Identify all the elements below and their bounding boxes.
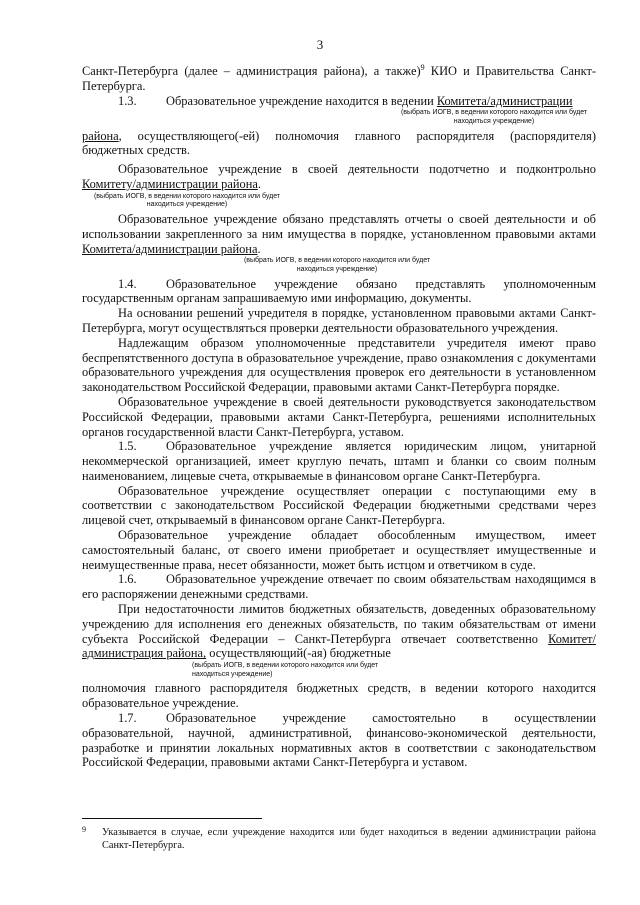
paragraph-property: Образовательное учреждение обладает обособленным имуществом, имеет самостоятельный баланс, от своего имени приобретает и осуществляет имущественные и неимущественные права, несет обязанности, может быть истцом и ответчиком в суде. (82, 528, 596, 572)
underlined-authority: Комитета/администрации (436, 93, 573, 108)
footnote-text: Указывается в случае, если учреждение находится или будет находиться в ведении администрации района Санкт-Петербурга. (102, 827, 596, 851)
footnote-reference[interactable]: 9 (420, 62, 425, 72)
paragraph-liability-cont: полномочия главного распорядителя бюджетных средств, в ведении которого находится образовательное учреждение. (82, 681, 596, 711)
clause-number: 1.6. (118, 572, 137, 587)
paragraph-intro: Санкт-Петербурга (далее – администрация района), а также)$^9$ КИО и Правительства Санкт-Петербурга. (82, 62, 596, 93)
paragraph-subordination: Образовательное учреждение в своей деятельности подотчетно и подконтрольно Комитету/администрации района. (82, 162, 596, 191)
underlined-authority: Комитет/администрация района, (82, 631, 596, 661)
page-number: 3 (316, 37, 324, 52)
paragraph-operations: Образовательное учреждение осуществляет операции с поступающими ему в соответствии с законодательством Российской Федерации бюджетными средствами через лицевой счет, открываемый в финансовом органе Санкт-Петербурга. (82, 483, 596, 528)
underlined-authority: Комитету/администрации района (82, 176, 258, 191)
paragraph-liability: При недостаточности лимитов бюджетных обязательств, доведенных образовательному учреждению для исполнения его денежных обязательств, по таким обязательствам от имени субъекта Российской Федерации – Санкт-Петербурга отвечает соответственно Комитет/администрация района, осуществляющий(-ая) бюджетные (82, 602, 596, 661)
clause-number: 1.7. (118, 711, 137, 726)
hint-note: (выбрать ИОГВ, в ведении которого находится или будет находиться учреждение) (93, 192, 281, 209)
hint-note: (выбрать ИОГВ, в ведении которого находится или будет находиться учреждение) (243, 257, 431, 273)
paragraph-1-3: 1.3. Образовательное учреждение находится в ведении Комитета/администрации (118, 93, 573, 108)
clause-number: 1.3. (118, 93, 137, 108)
paragraph-reports: Образовательное учреждение обязано представлять отчеты о своей деятельности и об использовании закрепленного за ним имущества в порядке, установленном правовыми актами Комитета/администрации района. (82, 211, 596, 256)
paragraph-guidance: Образовательное учреждение в своей деятельности руководствуется законодательством Российской Федерации, правовыми актами Санкт-Петербурга, решениями исполнительных органов государственной власти Санкт-Петербурга, уставом. (82, 394, 596, 439)
footnote-mark: 9 (82, 825, 86, 834)
paragraph-1-4: 1.4. Образовательное учреждение обязано представлять уполномоченным государственным органам запрашиваемую ими информацию, документы. (82, 276, 596, 306)
hint-note: (выбрать ИОГВ, в ведении которого находится или будет находиться учреждение) (192, 662, 379, 678)
footnote-divider (82, 818, 262, 819)
footnote (82, 826, 596, 852)
paragraph-access: Надлежащим образом уполномоченные представители учредителя имеют право беспрепятственного доступа в образовательное учреждение, право ознакомления с документами образовательного учреждения для осуществления проверок его деятельности в установленном законодательством Российской Федерации, правовыми актами Санкт-Петербурга порядке. (82, 335, 596, 395)
hint-note: (выбрать ИОГВ, в ведении которого находится или будет находиться учреждение) (400, 109, 588, 125)
paragraph-inspections: На основании решений учредителя в порядке, установленном правовыми актами Санкт-Петербурга, могут осуществляться проверки деятельности образовательного учреждения. (82, 306, 596, 335)
clause-number: 1.4. (118, 276, 137, 291)
paragraph-1-7: 1.7. Образовательное учреждение самостоятельно в осуществлении образовательной, научной, административной, финансово-экономической деятельности, разработке и принятии локальных нормативных актов в соответствии с законодательством Российской Федерации, правовыми актами Санкт-Петербурга и уставом. (82, 711, 596, 770)
clause-number: 1.5. (118, 439, 137, 454)
underlined-authority: Комитета/администрации района (82, 241, 258, 256)
paragraph-1-5: 1.5. Образовательное учреждение является юридическим лицом, унитарной некоммерческой организацией, имеет круглую печать, штамп и бланки со своим полным наименованием, лицевые счета, открываемые в финансовом органе Санкт-Петербурга. (82, 439, 596, 483)
paragraph-1-6: 1.6. Образовательное учреждение отвечает по своим обязательствам находящимся в его распоряжении денежными средствами. (82, 572, 596, 602)
paragraph-1-3-cont: района, осуществляющего(-ей) полномочия главного распорядителя (распорядителя) бюджетных средств. (82, 128, 596, 158)
underlined-authority: района (82, 128, 119, 143)
document-body (82, 64, 596, 770)
